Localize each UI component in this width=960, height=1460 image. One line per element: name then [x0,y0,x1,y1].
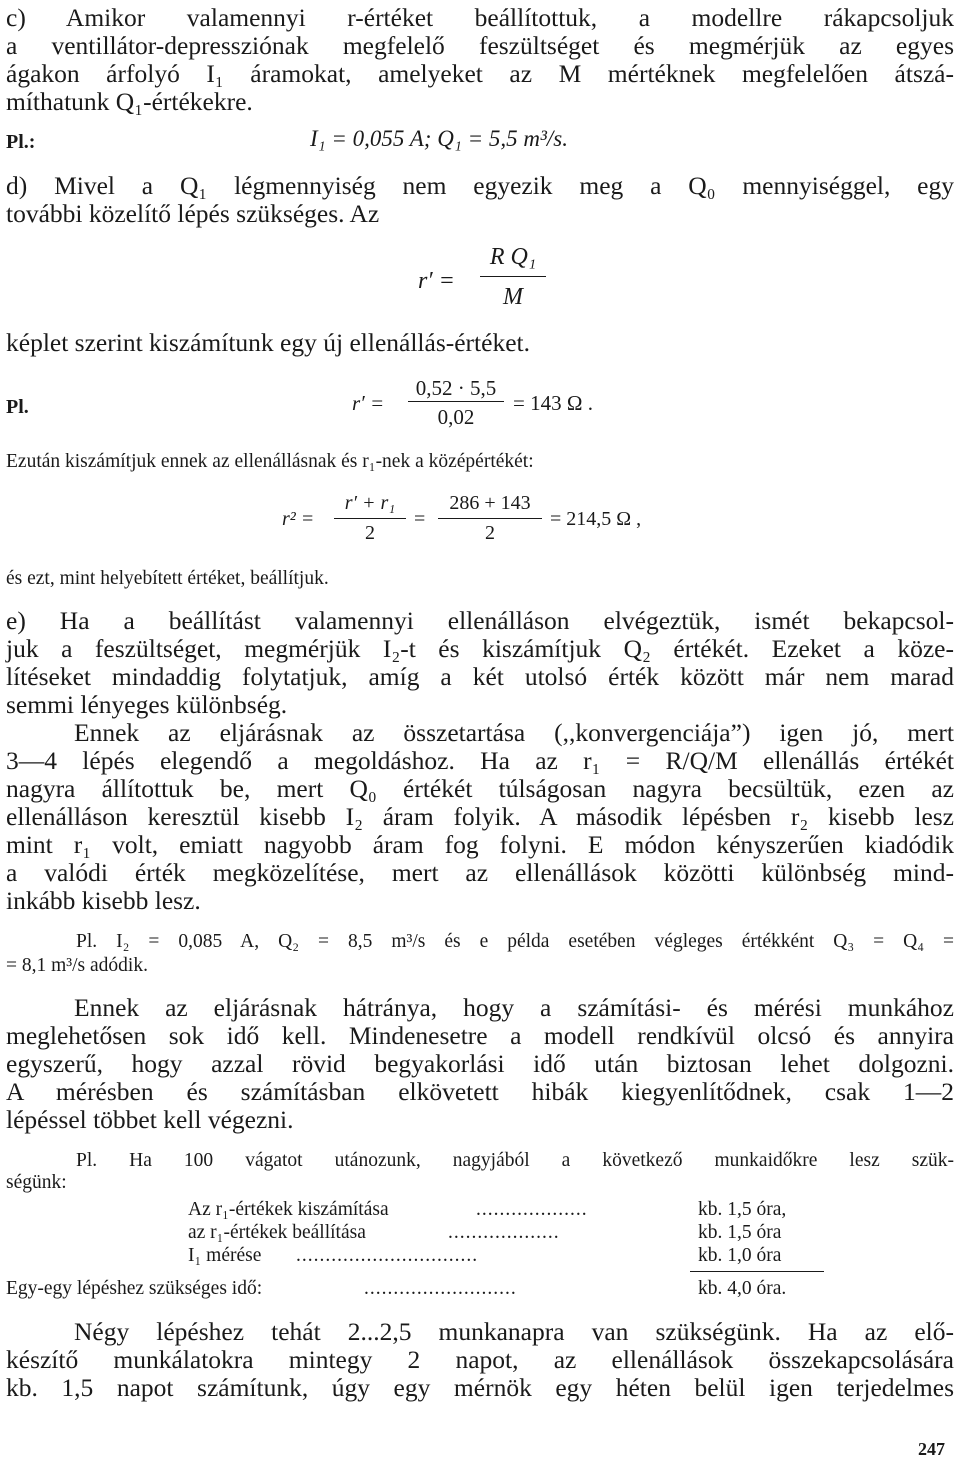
paragraph-drawback-line-2: meglehetősen sok idő kell. Mindenesetre a modell rendkívül olcsó és annyira [6,1021,954,1050]
formula-mean-fraction-bar-2 [438,518,542,519]
time-row-dots: ............................... [296,1245,479,1266]
time-total-value: kb. 4,0 óra. [698,1278,787,1299]
paragraph-e-line-3: lítéseket mindaddig folytatjuk, amíg a két utolsó érték között már nem marad [6,662,954,691]
paragraph-convergence-line-1: Ennek az eljárásnak az összetartása (,,konvergenciája”) igen jó, mert [74,718,954,747]
example-d-fraction-bar [408,401,504,402]
paragraph-convergence-line-5: mint r₁ volt, emiatt nagyobb áram fog folyni. E módon kényszerűen kiadódik [6,830,954,859]
paragraph-drawback-line-3: egyszerű, hogy azzal rövid begyakorlási idő után biztosan lehet dolgozni. [6,1049,954,1078]
paragraph-convergence-line-2: 3—4 lépés elegendő a megoldáshoz. Ha az r₁ = R/Q/M ellenállás értékét [6,746,954,775]
paragraph-final-line-3: kb. 1,5 napot számítunk, úgy egy mérnök egy héten belül igen terjedelmes [6,1373,954,1402]
paragraph-c-line-3: ágakon árfolyó I₁ áramokat, amelyeket az M mértéknek megfelelően átszá- [6,59,954,88]
formula-mean-numerator-2: 286 + 143 [449,492,531,514]
formula-r-prime-lhs: r′ = [418,268,455,294]
example-d-result: = 143 Ω . [513,391,593,415]
time-total-dots: .......................... [364,1278,517,1299]
example-e-line-1: Pl. I₂ = 0,085 A, Q₂ = 8,5 m³/s és e példa esetében végleges értékként Q₃ = Q₄ = [76,931,954,952]
paragraph-drawback-line-4: A mérésben és számításban elkövetett hibák kiegyenlítődnek, csak 1—2 [6,1077,954,1106]
formula-mean-lhs: r² = [282,508,315,530]
time-row-dots: ................... [448,1222,560,1243]
paragraph-e-line-1: e) Ha a beállítást valamennyi ellenálláson elvégeztük, ismét bekapcsol- [6,606,954,635]
page-number: 247 [918,1439,945,1459]
time-row-label: az r₁-értékek beállítása [188,1222,366,1243]
time-table-sum-rule [690,1271,824,1272]
time-row-value: kb. 1,5 óra, [698,1199,787,1220]
formula-mean-denominator-1: 2 [365,522,375,544]
example-time-line-2: ségünk: [6,1172,67,1193]
paragraph-convergence-line-4: ellenálláson keresztül kisebb I₂ áram folyik. A második lépésben r₂ kisebb lesz [6,802,954,831]
paragraph-convergence-line-6: a valódi érték megközelítése, mert az ellenállások közötti különbség mind- [6,858,954,887]
sentence-resistance: képlet szerint kiszámítunk egy új ellenállás-értéket. [6,328,530,357]
example-d-label: Pl. [6,396,29,418]
example-d-denominator: 0,02 [437,405,475,429]
sentence-set: és ezt, mint helyebített értéket, beállítjuk. [6,568,329,589]
time-row-value: kb. 1,0 óra [698,1245,782,1266]
time-row-value: kb. 1,5 óra [698,1222,782,1243]
paragraph-c-line-1: c) Amikor valamennyi r-értéket beállítottuk, a modellre rákapcsoljuk [6,3,954,32]
example-d-numerator: 0,52 · 5,5 [415,376,497,400]
formula-mean-equals: = [414,508,426,530]
example-d-lhs: r′ = [352,391,385,415]
paragraph-drawback-line-1: Ennek az eljárásnak hátránya, hogy a számítási- és mérési munkához [74,993,954,1022]
paragraph-d-line-2: további közelítő lépés szükséges. Az [6,199,380,228]
example-time-line-1: Pl. Ha 100 vágatot utánozunk, nagyjából a következő munkaidőkre lesz szük- [76,1150,954,1171]
time-total-label: Egy-egy lépéshez szükséges idő: [6,1278,263,1299]
formula-mean-numerator-1: r′ + r₁ [344,492,396,514]
formula-mean-denominator-2: 2 [485,522,495,544]
time-row-dots: ................... [476,1199,588,1220]
example-c-formula: I₁ = 0,055 A; Q₁ = 5,5 m³/s. [310,126,568,151]
paragraph-convergence-line-7: inkább kisebb lesz. [6,886,201,915]
example-c-label: Pl.: [6,131,36,153]
paragraph-final-line-2: készítő munkálatokra mintegy 2 napot, az ellenállások összekapcsolására [6,1345,954,1374]
sentence-mean: Ezután kiszámítjuk ennek az ellenállásnak és r₁-nek a középértékét: [6,451,534,472]
formula-mean-fraction-bar-1 [334,518,406,519]
paragraph-drawback-line-5: lépéssel többet kell végezni. [6,1105,294,1134]
paragraph-e-line-2: juk a feszültséget, megmérjük I₂-t és kiszámítjuk Q₂ értékét. Ezeket a köze- [6,634,954,663]
paragraph-e-line-4: semmi lényeges különbség. [6,690,288,719]
paragraph-convergence-line-3: nagyra állítottuk be, mert Q₀ értékét túlságosan nagyra becsültük, ezen az [6,774,954,803]
paragraph-c-line-2: a ventillátor-depressziónak megfelelő feszültséget és megmérjük az egyes [6,31,954,60]
formula-r-prime-numerator: R Q₁ [489,244,537,270]
formula-r-prime-denominator: M [503,284,523,310]
formula-r-prime-fraction-bar [480,276,546,277]
paragraph-final-line-1: Négy lépéshez tehát 2...2,5 munkanapra van szükségünk. Ha az elő- [74,1317,954,1346]
example-e-line-2: = 8,1 m³/s adódik. [6,955,148,976]
time-row-label: Az r₁-értékek kiszámítása [188,1199,389,1220]
time-row-label: I₁ mérése [188,1245,262,1266]
formula-mean-result: = 214,5 Ω , [550,508,642,530]
paragraph-c-line-4: míthatunk Q₁-értékekre. [6,87,253,116]
paragraph-d-line-1: d) Mivel a Q₁ légmennyiség nem egyezik meg a Q₀ mennyiséggel, egy [6,171,954,200]
